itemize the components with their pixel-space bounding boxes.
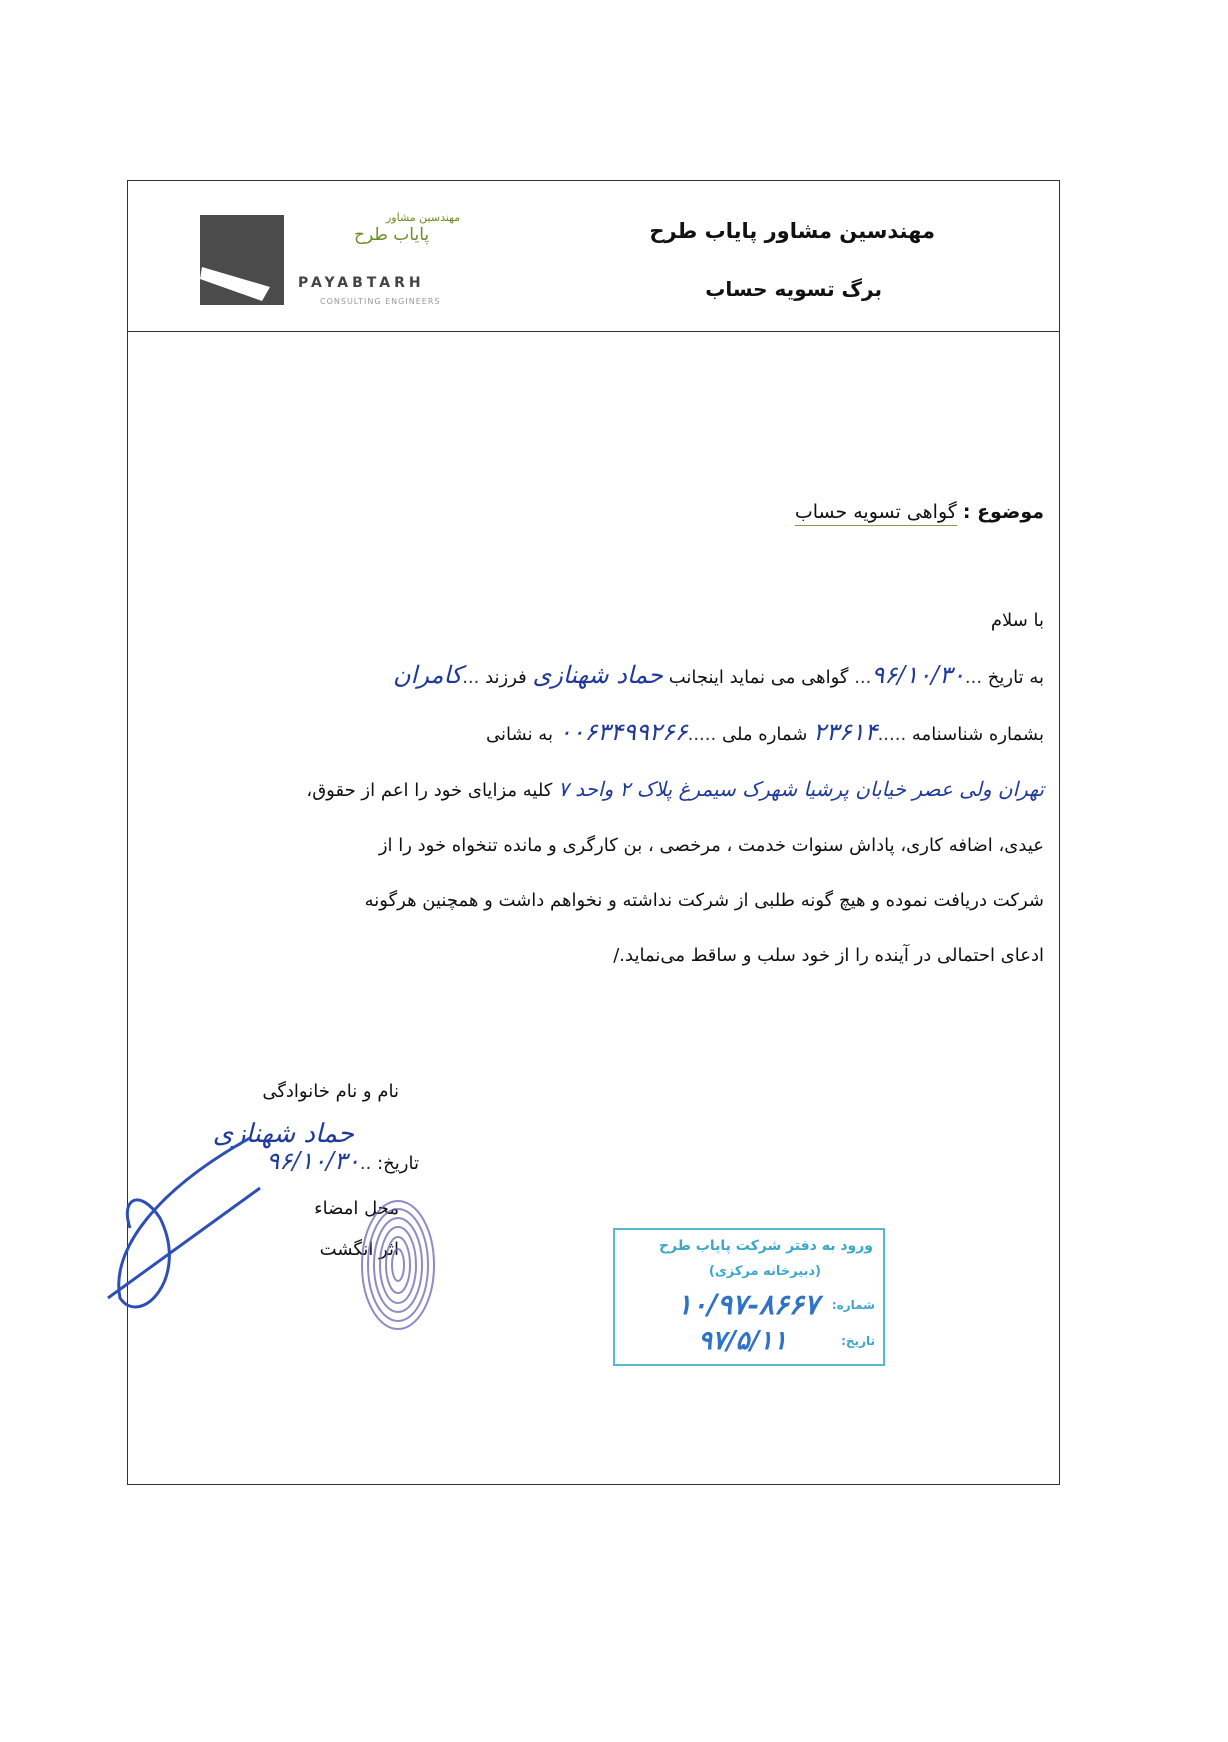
- handwritten-id-number: ۲۳۶۱۴: [813, 718, 878, 746]
- logo-persian: پایاب طرح: [354, 225, 430, 245]
- fingerprint-icon: [358, 1195, 438, 1333]
- handwritten-father-name: کامران: [393, 661, 463, 689]
- body-line-date: به تاریخ ...۹۶/۱۰/۳۰... گواهی می نماید اینجانب حماد شهنازی فرزند ...کامران: [393, 661, 1044, 689]
- subject-label: موضوع :: [962, 501, 1044, 523]
- thumbprint-label: اثر انگشت: [319, 1239, 399, 1260]
- signature-handwritten-name: حماد شهنازی: [212, 1119, 354, 1149]
- body-line-5: عیدی، اضافه کاری، پاداش سنوات خدمت ، مرخصی ، بن کارگری و مانده تنخواه خود را از: [378, 835, 1044, 856]
- stamp-date-value: ۹۷/۵/۱۱: [698, 1326, 787, 1356]
- company-logo-icon: [200, 215, 284, 305]
- logo-english: PAYABTARH: [298, 275, 425, 291]
- handwritten-date: ۹۶/۱۰/۳۰: [871, 661, 965, 689]
- letter-body: [148, 593, 1044, 983]
- header-divider: [128, 331, 1059, 332]
- subject-line: [795, 501, 1044, 523]
- body-line-address: تهران ولی عصر خیابان پرشیا شهرک سیمرغ پلاک ۲ واحد ۷ کلیه مزایای خود را اعم از حقوق،: [306, 777, 1044, 801]
- logo-subtitle: CONSULTING ENGINEERS: [320, 297, 441, 306]
- stamp-title: ورود به دفتر شرکت پایاب طرح: [658, 1238, 873, 1254]
- registration-stamp: [613, 1228, 885, 1366]
- signature-handwritten-date: ۹۶/۱۰/۳۰: [266, 1147, 360, 1175]
- signature-date-row: تاریخ: ..۹۶/۱۰/۳۰: [266, 1147, 419, 1175]
- company-name: مهندسین مشاور پایاب طرح: [649, 219, 935, 243]
- stamp-number-value: ۱۰/۹۷-۸۶۶۷: [676, 1288, 819, 1321]
- body-line-id: بشماره شناسنامه .....۲۳۶۱۴ شماره ملی .....۰۰۶۳۴۹۹۲۶۶ به نشانی: [486, 718, 1044, 746]
- handwritten-national-code: ۰۰۶۳۴۹۹۲۶۶: [558, 718, 688, 746]
- stamp-number-label: شماره:: [831, 1298, 875, 1312]
- handwritten-name: حماد شهنازی: [532, 661, 663, 689]
- logo-persian-small: مهندسین مشاور: [386, 211, 461, 224]
- body-line-7: ادعای احتمالی در آینده را از خود سلب و ساقط می‌نماید./: [613, 945, 1044, 966]
- subject-value: گواهی تسویه حساب: [795, 501, 957, 526]
- name-label: نام و نام خانوادگی: [262, 1081, 399, 1102]
- date-label: تاریخ:: [377, 1153, 419, 1174]
- greeting: با سلام: [990, 610, 1044, 631]
- signature-place-label: محل امضاء: [314, 1198, 399, 1219]
- form-title: برگ تسویه حساب: [705, 277, 882, 301]
- stamp-subtitle: (دبیرخانه مرکزی): [708, 1264, 821, 1279]
- stamp-date-label: تاریخ:: [841, 1334, 875, 1348]
- body-line-6: شرکت دریافت نموده و هیچ گونه طلبی از شرکت نداشته و نخواهم داشت و همچنین هرگونه: [364, 890, 1044, 911]
- signature-scribble-icon: [100, 1128, 270, 1328]
- handwritten-address: تهران ولی عصر خیابان پرشیا شهرک سیمرغ پلاک ۲ واحد ۷: [558, 777, 1044, 801]
